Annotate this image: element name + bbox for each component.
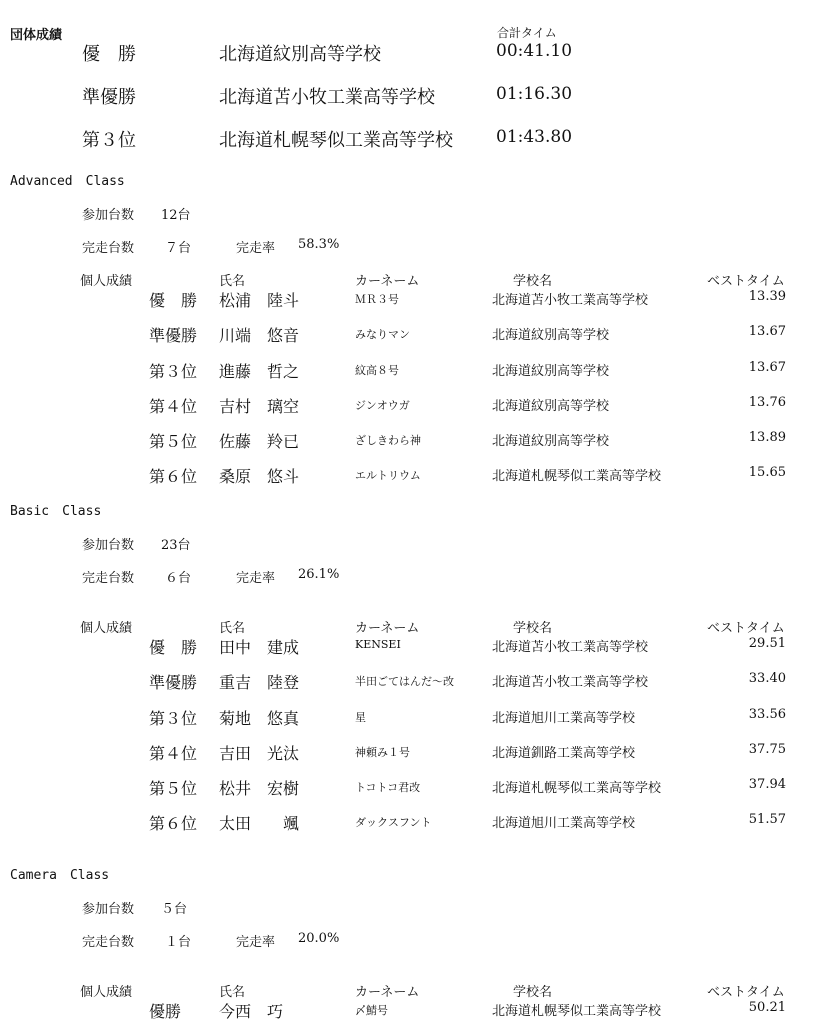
- best-time: 13.67: [748, 324, 786, 339]
- team-rank: 準優勝: [82, 87, 136, 108]
- finished-value: ６台: [165, 571, 192, 586]
- best-time: 13.39: [748, 289, 786, 304]
- rank: 優 勝: [149, 291, 198, 310]
- team-school: 北海道札幌琴似工業高等学校: [219, 130, 453, 151]
- col-header-best-time: ベストタイム: [707, 274, 785, 289]
- rank: 準優勝: [149, 326, 198, 345]
- rank: 優勝: [149, 1002, 182, 1021]
- rank: 第６位: [149, 814, 198, 833]
- car-name: KENSEI: [355, 638, 401, 651]
- col-header-car: カーネーム: [355, 985, 420, 1000]
- best-time: 33.56: [748, 707, 786, 722]
- entries-label: 参加台数: [82, 208, 135, 223]
- individual-results-label: 個人成績: [80, 621, 133, 636]
- driver-name: 吉村 璃空: [219, 397, 300, 416]
- rank: 第４位: [149, 397, 198, 416]
- driver-name: 菊地 悠真: [219, 709, 300, 728]
- driver-name: 松井 宏樹: [219, 779, 300, 798]
- driver-name: 太田 颯: [219, 814, 300, 833]
- car-name: 半田ごてはんだ～改: [355, 675, 454, 688]
- rank: 準優勝: [149, 673, 198, 692]
- rank: 第４位: [149, 744, 198, 763]
- school-name: 北海道紋別高等学校: [492, 364, 610, 379]
- school-name: 北海道札幌琴似工業高等学校: [492, 781, 662, 796]
- rank: 第６位: [149, 467, 198, 486]
- entries-value: 12台: [161, 208, 191, 223]
- car-name: ざしきわら神: [355, 434, 421, 447]
- driver-name: 佐藤 羚已: [219, 432, 300, 451]
- best-time: 51.57: [748, 812, 786, 827]
- team-time-header: 合計タイム: [497, 26, 557, 40]
- finished-value: ７台: [165, 241, 192, 256]
- class-title: Basic Class: [10, 504, 102, 519]
- car-name: 神頼み１号: [355, 746, 410, 759]
- class-title: Advanced Class: [10, 174, 125, 189]
- col-header-name: 氏名: [219, 621, 246, 636]
- school-name: 北海道札幌琴似工業高等学校: [492, 469, 662, 484]
- school-name: 北海道札幌琴似工業高等学校: [492, 1004, 662, 1019]
- rank: 第３位: [149, 709, 198, 728]
- driver-name: 吉田 光汰: [219, 744, 300, 763]
- col-header-school: 学校名: [513, 621, 553, 636]
- driver-name: 田中 建成: [219, 638, 300, 657]
- entries-label: 参加台数: [82, 538, 135, 553]
- team-time: 01:43.80: [496, 127, 573, 147]
- individual-results-label: 個人成績: [80, 274, 133, 289]
- best-time: 13.76: [748, 395, 786, 410]
- car-name: みなりマン: [355, 328, 410, 341]
- team-results-title: 団体成績: [10, 28, 63, 43]
- school-name: 北海道紋別高等学校: [492, 328, 610, 343]
- best-time: 15.65: [748, 465, 786, 480]
- completion-rate-label: 完走率: [236, 935, 276, 950]
- col-header-best-time: ベストタイム: [707, 621, 785, 636]
- col-header-best-time: ベストタイム: [707, 985, 785, 1000]
- school-name: 北海道釧路工業高等学校: [492, 746, 636, 761]
- team-rank: 優 勝: [82, 44, 136, 65]
- car-name: 紋高８号: [355, 364, 399, 377]
- col-header-school: 学校名: [513, 274, 553, 289]
- rank: 第５位: [149, 779, 198, 798]
- best-time: 37.75: [748, 742, 786, 757]
- rank: 第３位: [149, 362, 198, 381]
- col-header-school: 学校名: [513, 985, 553, 1000]
- class-title: Camera Class: [10, 868, 110, 883]
- completion-rate-label: 完走率: [236, 241, 276, 256]
- school-name: 北海道苫小牧工業高等学校: [492, 293, 649, 308]
- rank: 優 勝: [149, 638, 198, 657]
- team-school: 北海道苫小牧工業高等学校: [219, 87, 435, 108]
- best-time: 13.89: [748, 430, 786, 445]
- driver-name: 今西 巧: [219, 1002, 284, 1021]
- school-name: 北海道紋別高等学校: [492, 399, 610, 414]
- best-time: 29.51: [748, 636, 786, 651]
- col-header-name: 氏名: [219, 274, 246, 289]
- individual-results-label: 個人成績: [80, 985, 133, 1000]
- completion-rate-value: 20.0%: [298, 931, 340, 946]
- driver-name: 重吉 陸登: [219, 673, 300, 692]
- school-name: 北海道苫小牧工業高等学校: [492, 640, 649, 655]
- car-name: トコトコ君改: [355, 781, 421, 794]
- col-header-name: 氏名: [219, 985, 246, 1000]
- finished-value: １台: [165, 935, 192, 950]
- driver-name: 桑原 悠斗: [219, 467, 300, 486]
- school-name: 北海道旭川工業高等学校: [492, 816, 636, 831]
- car-name: エルトリウム: [355, 469, 421, 482]
- best-time: 37.94: [748, 777, 786, 792]
- entries-label: 参加台数: [82, 902, 135, 917]
- col-header-car: カーネーム: [355, 621, 420, 636]
- team-time: 00:41.10: [496, 41, 573, 61]
- finished-label: 完走台数: [82, 241, 135, 256]
- col-header-car: カーネーム: [355, 274, 420, 289]
- best-time: 33.40: [748, 671, 786, 686]
- entries-value: 23台: [161, 538, 191, 553]
- driver-name: 進藤 哲之: [219, 362, 300, 381]
- best-time: 13.67: [748, 360, 786, 375]
- car-name: 星: [355, 711, 366, 724]
- completion-rate-label: 完走率: [236, 571, 276, 586]
- rank: 第５位: [149, 432, 198, 451]
- car-name: ＭＲ３号: [355, 293, 399, 306]
- finished-label: 完走台数: [82, 935, 135, 950]
- car-name: ジンオウガ: [355, 399, 410, 412]
- completion-rate-value: 58.3%: [298, 237, 340, 252]
- team-school: 北海道紋別高等学校: [219, 44, 381, 65]
- school-name: 北海道苫小牧工業高等学校: [492, 675, 649, 690]
- school-name: 北海道紋別高等学校: [492, 434, 610, 449]
- car-name: ダックスフント: [355, 816, 432, 829]
- finished-label: 完走台数: [82, 571, 135, 586]
- car-name: 〆鯖号: [355, 1004, 388, 1017]
- completion-rate-value: 26.1%: [298, 567, 340, 582]
- entries-value: ５台: [161, 902, 188, 917]
- team-time: 01:16.30: [496, 84, 573, 104]
- school-name: 北海道旭川工業高等学校: [492, 711, 636, 726]
- driver-name: 川端 悠音: [219, 326, 300, 345]
- driver-name: 松浦 陸斗: [219, 291, 300, 310]
- best-time: 50.21: [748, 1000, 786, 1015]
- team-rank: 第３位: [82, 130, 136, 151]
